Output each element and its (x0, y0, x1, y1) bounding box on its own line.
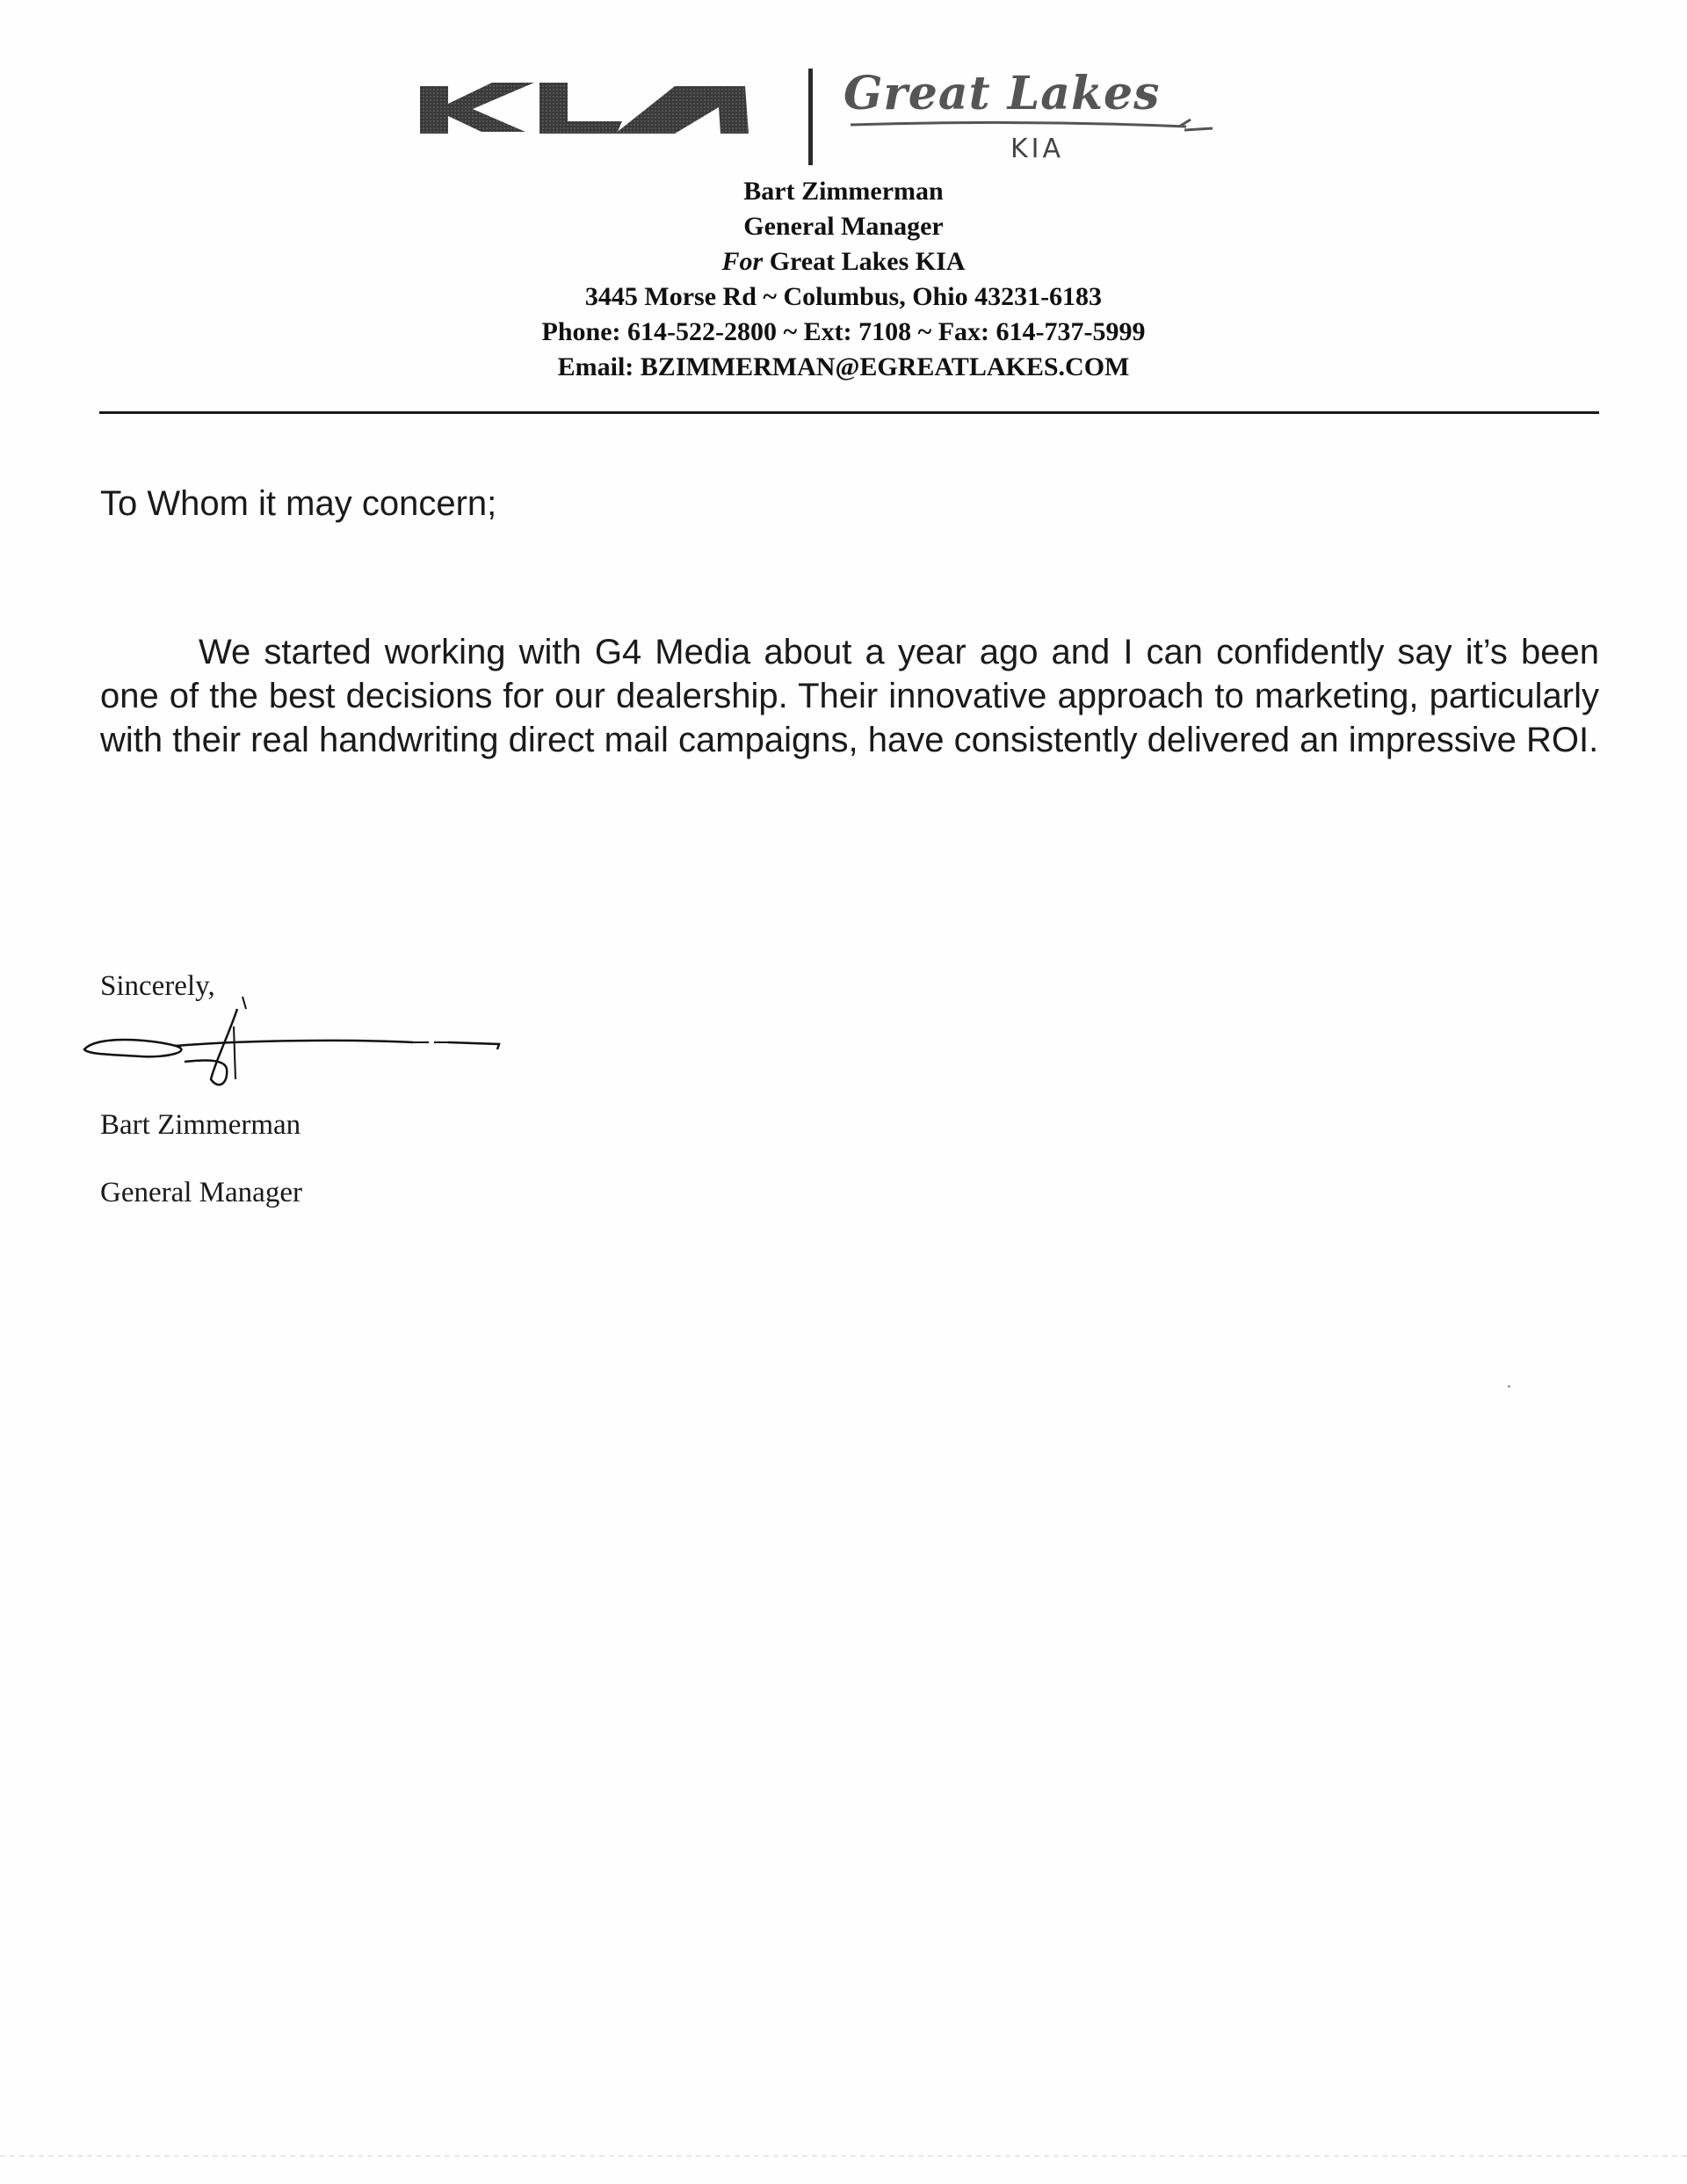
scan-edge-artifact (0, 2155, 1687, 2157)
contact-for-prefix: For (721, 247, 764, 276)
contact-dealership-line (0, 244, 1687, 279)
contact-email: Email: BZIMMERMAN@EGREATLAKES.COM (557, 352, 1130, 381)
handwritten-signature (79, 974, 518, 1106)
dealer-logo-script: Great Lakes (844, 67, 1161, 120)
contact-name: Bart Zimmerman (743, 177, 944, 206)
contact-address: 3445 Morse Rd ~ Columbus, Ohio 43231-6183 (584, 282, 1103, 311)
closing: Sincerely, (100, 970, 215, 1002)
salutation: To Whom it may concern; (100, 484, 497, 523)
logo-divider (808, 69, 813, 165)
letterhead-logos (404, 62, 1283, 176)
signer-title: General Manager (100, 1177, 302, 1208)
scan-speck (1508, 1385, 1510, 1388)
signer-name: Bart Zimmerman (100, 1109, 301, 1141)
header-divider (99, 411, 1599, 414)
letterhead-contact (0, 174, 1687, 385)
dealer-logo-kia: KIA (1010, 134, 1065, 164)
contact-title: General Manager (743, 212, 944, 241)
contact-dealership: Great Lakes KIA (769, 247, 966, 276)
body-paragraph: We started working with G4 Media about a year ago and I can confidently say it’s been one of the best decisions for our dealership. Their innovative approach to marketing, particularly with their real handwriting direct mail campaigns, have consistently delivered an impressive ROI. (100, 633, 1599, 759)
kia-brand-logo (411, 77, 763, 139)
contact-phone: Phone: 614-522-2800 ~ Ext: 7108 ~ Fax: 614-737-5999 (541, 317, 1146, 346)
